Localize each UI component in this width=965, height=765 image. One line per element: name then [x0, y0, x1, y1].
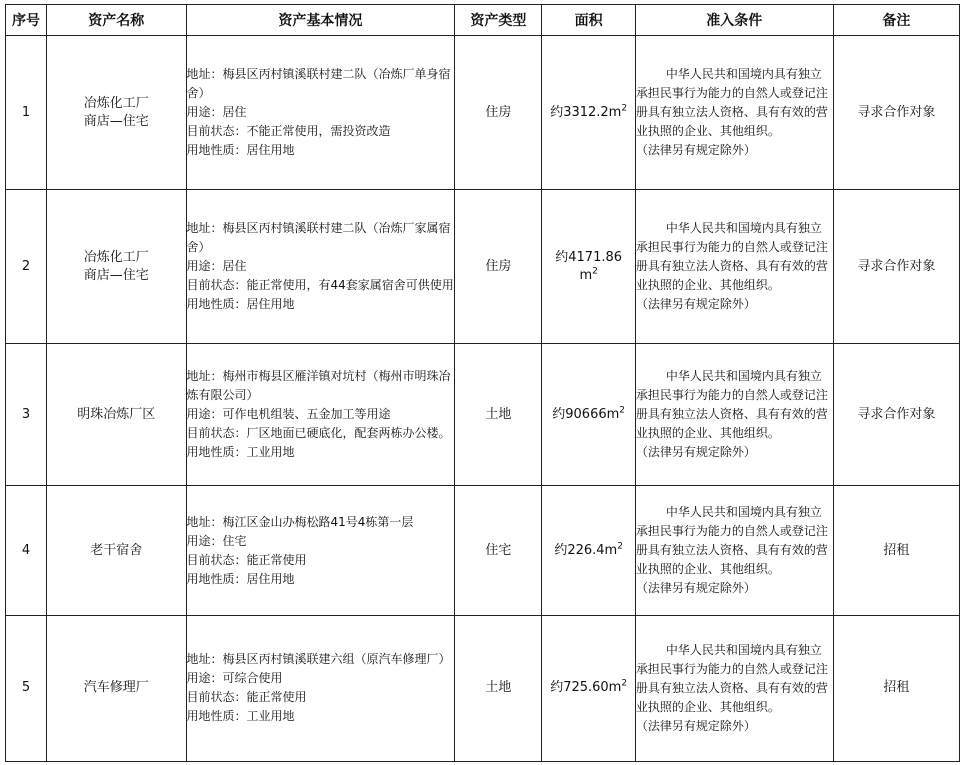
condition-text: 中华人民共和国境内具有独立承担民事行为能力的自然人或登记注册具有独立法人资格、具有有效的营业执照的企业、其他组织。	[635, 642, 828, 714]
asset-type: 土地	[455, 344, 542, 486]
header-no: 序号	[6, 5, 47, 36]
access-condition	[635, 344, 833, 486]
asset-info	[186, 344, 455, 486]
asset-status: 目前状态：不能正常使用，需投资改造	[186, 124, 391, 139]
asset-info	[186, 615, 455, 761]
asset-address: 地址：梅县区丙村镇溪联村建二队（冶炼厂单身宿舍）	[186, 67, 451, 101]
area-unit-superscript: 2	[619, 405, 626, 416]
row-number: 5	[6, 615, 47, 761]
asset-name: 老干宿舍	[47, 486, 187, 616]
area-value: 约226.4m	[554, 542, 618, 558]
asset-address: 地址：梅县区丙村镇溪联村建二队（冶炼厂家属宿舍）	[186, 221, 451, 255]
asset-use: 用途：可作电机组装、五金加工等用途	[186, 407, 391, 422]
asset-type: 土地	[455, 615, 542, 761]
condition-note: （法律另有规定除外）	[635, 297, 756, 312]
remark: 寻求合作对象	[833, 344, 959, 486]
condition-note: （法律另有规定除外）	[635, 581, 756, 596]
asset-name: 冶炼化工厂 商店—住宅	[47, 190, 187, 344]
access-condition	[635, 615, 833, 761]
area-unit-superscript: 2	[592, 266, 598, 277]
asset-table	[5, 4, 960, 762]
table-row	[6, 615, 960, 761]
table-header-row	[6, 5, 960, 36]
asset-status: 目前状态：能正常使用	[186, 690, 307, 705]
area-value: 约725.60m	[550, 680, 622, 696]
asset-land-use: 用地性质：工业用地	[186, 445, 295, 460]
asset-type: 住房	[455, 190, 542, 344]
asset-area	[542, 36, 635, 190]
access-condition	[635, 486, 833, 616]
asset-land-use: 用地性质：居住用地	[186, 571, 295, 586]
condition-text: 中华人民共和国境内具有独立承担民事行为能力的自然人或登记注册具有独立法人资格、具有有效的营业执照的企业、其他组织。	[635, 221, 828, 293]
asset-use: 用途：居住	[186, 259, 247, 274]
asset-use: 用途：居住	[186, 105, 247, 120]
remark: 寻求合作对象	[833, 190, 959, 344]
asset-area	[542, 615, 635, 761]
table-row	[6, 36, 960, 190]
asset-use: 用途：可综合使用	[186, 671, 283, 686]
asset-info	[186, 486, 455, 616]
area-unit-superscript: 2	[617, 541, 623, 552]
asset-name: 汽车修理厂	[47, 615, 187, 761]
area-value: 约3312.2m	[550, 104, 622, 120]
asset-address: 地址：梅江区金山办梅松路41号4栋第一层	[186, 514, 414, 529]
access-condition	[635, 36, 833, 190]
row-number: 4	[6, 486, 47, 616]
header-area: 面积	[542, 5, 635, 36]
header-condition: 准入条件	[635, 5, 833, 36]
asset-type: 住房	[455, 36, 542, 190]
asset-land-use: 用地性质：工业用地	[186, 709, 295, 724]
table-row	[6, 486, 960, 616]
area-unit-superscript: 2	[621, 679, 628, 690]
asset-area	[542, 486, 635, 616]
asset-name: 明珠冶炼厂区	[47, 344, 187, 486]
remark: 寻求合作对象	[833, 36, 959, 190]
condition-note: （法律另有规定除外）	[635, 445, 756, 460]
condition-text: 中华人民共和国境内具有独立承担民事行为能力的自然人或登记注册具有独立法人资格、具有有效的营业执照的企业、其他组织。	[635, 369, 828, 441]
condition-note: （法律另有规定除外）	[635, 143, 756, 158]
header-asset-info: 资产基本情况	[186, 5, 455, 36]
area-value: 约90666m	[552, 406, 620, 422]
asset-address: 地址：梅州市梅县区雁洋镇对坑村（梅州市明珠冶炼有限公司）	[186, 369, 451, 403]
table-row	[6, 344, 960, 486]
asset-land-use: 用地性质：居住用地	[186, 143, 295, 158]
row-number: 3	[6, 344, 47, 486]
asset-land-use: 用地性质：居住用地	[186, 297, 295, 312]
asset-info	[186, 36, 455, 190]
asset-use: 用途：住宅	[186, 533, 247, 548]
asset-address: 地址：梅县区丙村镇溪联建六组（原汽车修理厂）	[186, 652, 451, 667]
remark: 招租	[833, 486, 959, 616]
asset-name: 冶炼化工厂 商店—住宅	[47, 36, 187, 190]
asset-type: 住宅	[455, 486, 542, 616]
asset-info	[186, 190, 455, 344]
remark: 招租	[833, 615, 959, 761]
asset-area	[542, 344, 635, 486]
asset-status: 目前状态：能正常使用，有44套家属宿舍可供使用	[186, 278, 454, 293]
asset-area	[542, 190, 635, 344]
asset-status: 目前状态：能正常使用	[186, 552, 307, 567]
asset-status: 目前状态：厂区地面已硬底化，配套两栋办公楼。	[186, 426, 451, 441]
condition-note: （法律另有规定除外）	[635, 718, 756, 733]
header-asset-name: 资产名称	[47, 5, 187, 36]
area-unit-superscript: 2	[621, 103, 628, 114]
header-remark: 备注	[833, 5, 959, 36]
condition-text: 中华人民共和国境内具有独立承担民事行为能力的自然人或登记注册具有独立法人资格、具有有效的营业执照的企业、其他组织。	[635, 67, 828, 139]
area-value: 约4171.86 m	[555, 249, 623, 283]
condition-text: 中华人民共和国境内具有独立承担民事行为能力的自然人或登记注册具有独立法人资格、具有有效的营业执照的企业、其他组织。	[635, 505, 828, 577]
access-condition	[635, 190, 833, 344]
table-row	[6, 190, 960, 344]
row-number: 1	[6, 36, 47, 190]
row-number: 2	[6, 190, 47, 344]
header-asset-type: 资产类型	[455, 5, 542, 36]
